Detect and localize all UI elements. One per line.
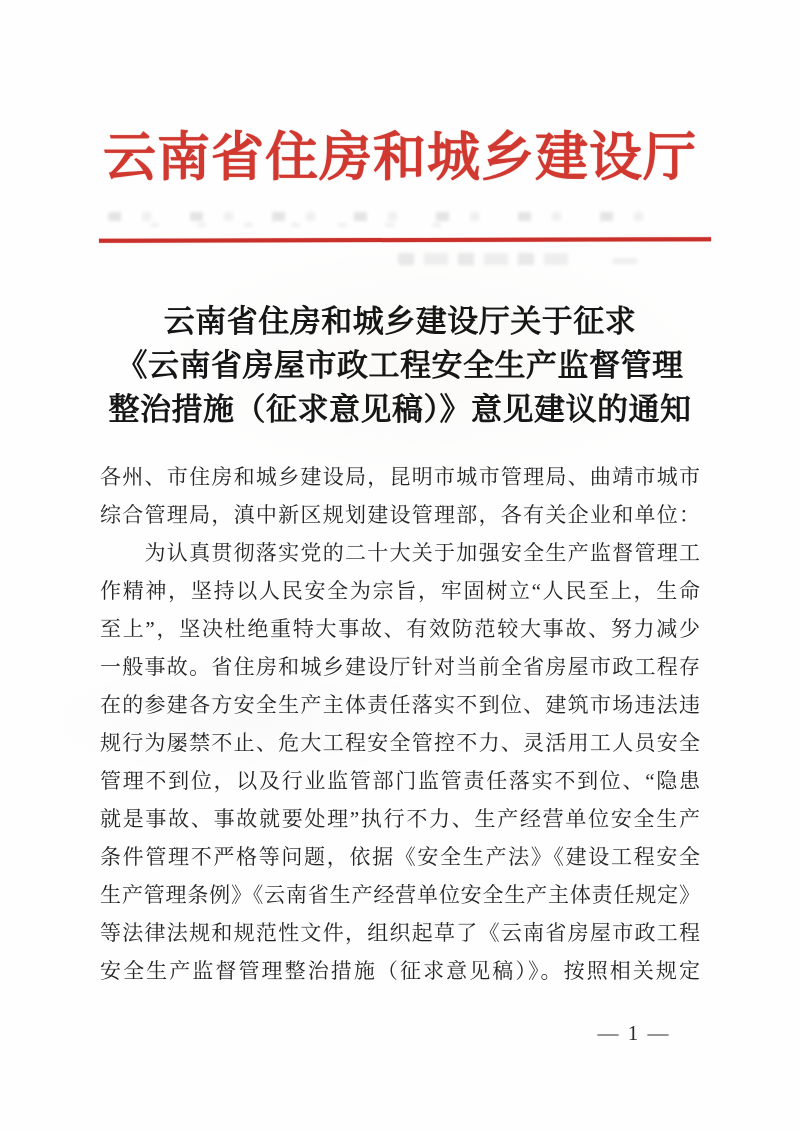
body-line: 生产管理条例》《云南省生产经营单位安全生产主体责任规定》 [100,883,700,907]
body-line: 在的参建各方安全生产主体责任落实不到位、建筑市场违法违 [100,693,700,717]
body-line: 安全生产监督管理整治措施（征求意见稿）》。按照相关规定 [100,959,700,983]
document-title [0,300,800,432]
body-line: 规行为屡禁不止、危大工程安全管控不力、灵活用工人员安全 [100,731,700,755]
body-line: 一般事故。省住房和城乡建设厅针对当前全省房屋市政工程存 [100,655,700,679]
document-title-line: 《云南省房屋市政工程安全生产监督管理 [116,348,684,383]
scan-artifact [398,253,570,265]
document-title-line: 整治措施（征求意见稿）》意见建议的通知 [108,392,692,427]
body-line: 作精神，坚持以人民安全为宗旨，牢固树立“人民至上，生命 [100,579,700,603]
body-line: 至上”，坚决杜绝重特大事故、有效防范较大事故、努力减少 [100,617,700,641]
scan-artifact [150,223,450,227]
letterhead-title: 云南省住房和城乡建设厅 [103,129,697,187]
page-number: — 1 — [597,1021,671,1045]
scan-artifact [612,258,638,264]
scan-artifact [108,212,664,221]
body-line: 综合管理局，滇中新区规划建设管理部，各有关企业和单位： [100,503,700,527]
document-title-line: 云南省住房和城乡建设厅关于征求 [163,304,637,339]
body-line: 条件管理不严格等问题，依据《安全生产法》《建设工程安全 [100,845,700,869]
body-line: 为认真贯彻落实党的二十大关于加强安全生产监督管理工 [100,541,700,565]
body-line: 等法律法规和规范性文件，组织起草了《云南省房屋市政工程 [100,921,700,945]
body-line: 就是事故、事故就要处理”执行不力、生产经营单位安全生产 [100,807,700,831]
red-separator-line [99,237,711,243]
body-line: 管理不到位，以及行业监管部门监管责任落实不到位、“隐患 [100,769,700,793]
document-body [100,458,700,990]
body-line: 各州、市住房和城乡建设局，昆明市城市管理局、曲靖市城市 [100,465,700,489]
